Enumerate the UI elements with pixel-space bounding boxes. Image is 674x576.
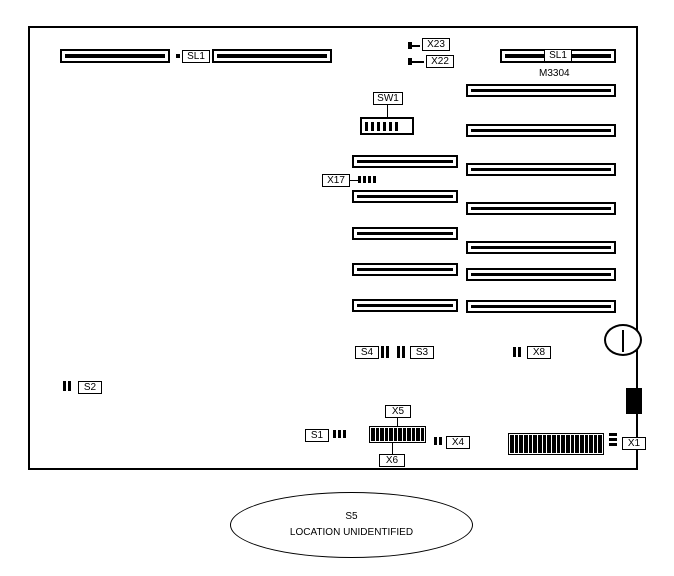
expansion-slot-right-4[interactable] — [466, 202, 616, 215]
dip-switch-sw1[interactable] — [360, 117, 414, 135]
label-x5: X5 — [385, 405, 411, 418]
expansion-slot-left-2[interactable] — [352, 190, 458, 203]
expansion-slot-right-6[interactable] — [466, 268, 616, 281]
battery — [604, 324, 642, 356]
label-x17: X17 — [322, 174, 350, 187]
chip-marking-m3304: M3304 — [539, 68, 570, 79]
expansion-slot-right-2[interactable] — [466, 124, 616, 137]
label-x22: X22 — [426, 55, 454, 68]
expansion-slot-right-1[interactable] — [466, 84, 616, 97]
sw1-leader-line — [387, 105, 388, 117]
rear-port-block — [626, 388, 642, 414]
sl1-left-marker — [176, 54, 180, 58]
x17-leader-line — [350, 180, 358, 181]
connector-s4[interactable] — [381, 346, 389, 358]
expansion-slot-right-7[interactable] — [466, 300, 616, 313]
label-sl1-right: SL1 — [544, 49, 572, 62]
label-s4: S4 — [355, 346, 379, 359]
label-s2: S2 — [78, 381, 102, 394]
label-s1: S1 — [305, 429, 329, 442]
label-x8: X8 — [527, 346, 551, 359]
callout-line-2: LOCATION UNIDENTIFIED — [289, 527, 414, 538]
connector-x1[interactable] — [609, 433, 617, 446]
expansion-slot-right-5[interactable] — [466, 241, 616, 254]
slot-top-left[interactable] — [60, 49, 170, 63]
label-x6: X6 — [379, 454, 405, 467]
callout-line-1: S5 — [345, 511, 358, 522]
expansion-slot-left-4[interactable] — [352, 263, 458, 276]
expansion-slot-left-3[interactable] — [352, 227, 458, 240]
connector-s2[interactable] — [63, 381, 71, 391]
expansion-slot-left-1[interactable] — [352, 155, 458, 168]
connector-s1[interactable] — [333, 430, 346, 438]
callout-s5-unidentified — [230, 492, 473, 558]
connector-bottom-long[interactable] — [508, 433, 604, 455]
connector-s3[interactable] — [397, 346, 405, 358]
slot-top-left-2[interactable] — [212, 49, 332, 63]
label-sw1: SW1 — [373, 92, 403, 105]
label-x23: X23 — [422, 38, 450, 51]
label-x4: X4 — [446, 436, 470, 449]
connector-x22[interactable] — [408, 58, 424, 65]
expansion-slot-right-3[interactable] — [466, 163, 616, 176]
x5-leader-line — [397, 418, 398, 426]
connector-x4[interactable] — [434, 437, 442, 445]
label-s3: S3 — [410, 346, 434, 359]
connector-x17[interactable] — [358, 176, 376, 183]
expansion-slot-left-5[interactable] — [352, 299, 458, 312]
connector-x23[interactable] — [408, 42, 420, 49]
connector-x5[interactable] — [369, 426, 426, 443]
label-sl1-left: SL1 — [182, 50, 210, 63]
label-x1: X1 — [622, 437, 646, 450]
connector-x8[interactable] — [513, 347, 521, 357]
